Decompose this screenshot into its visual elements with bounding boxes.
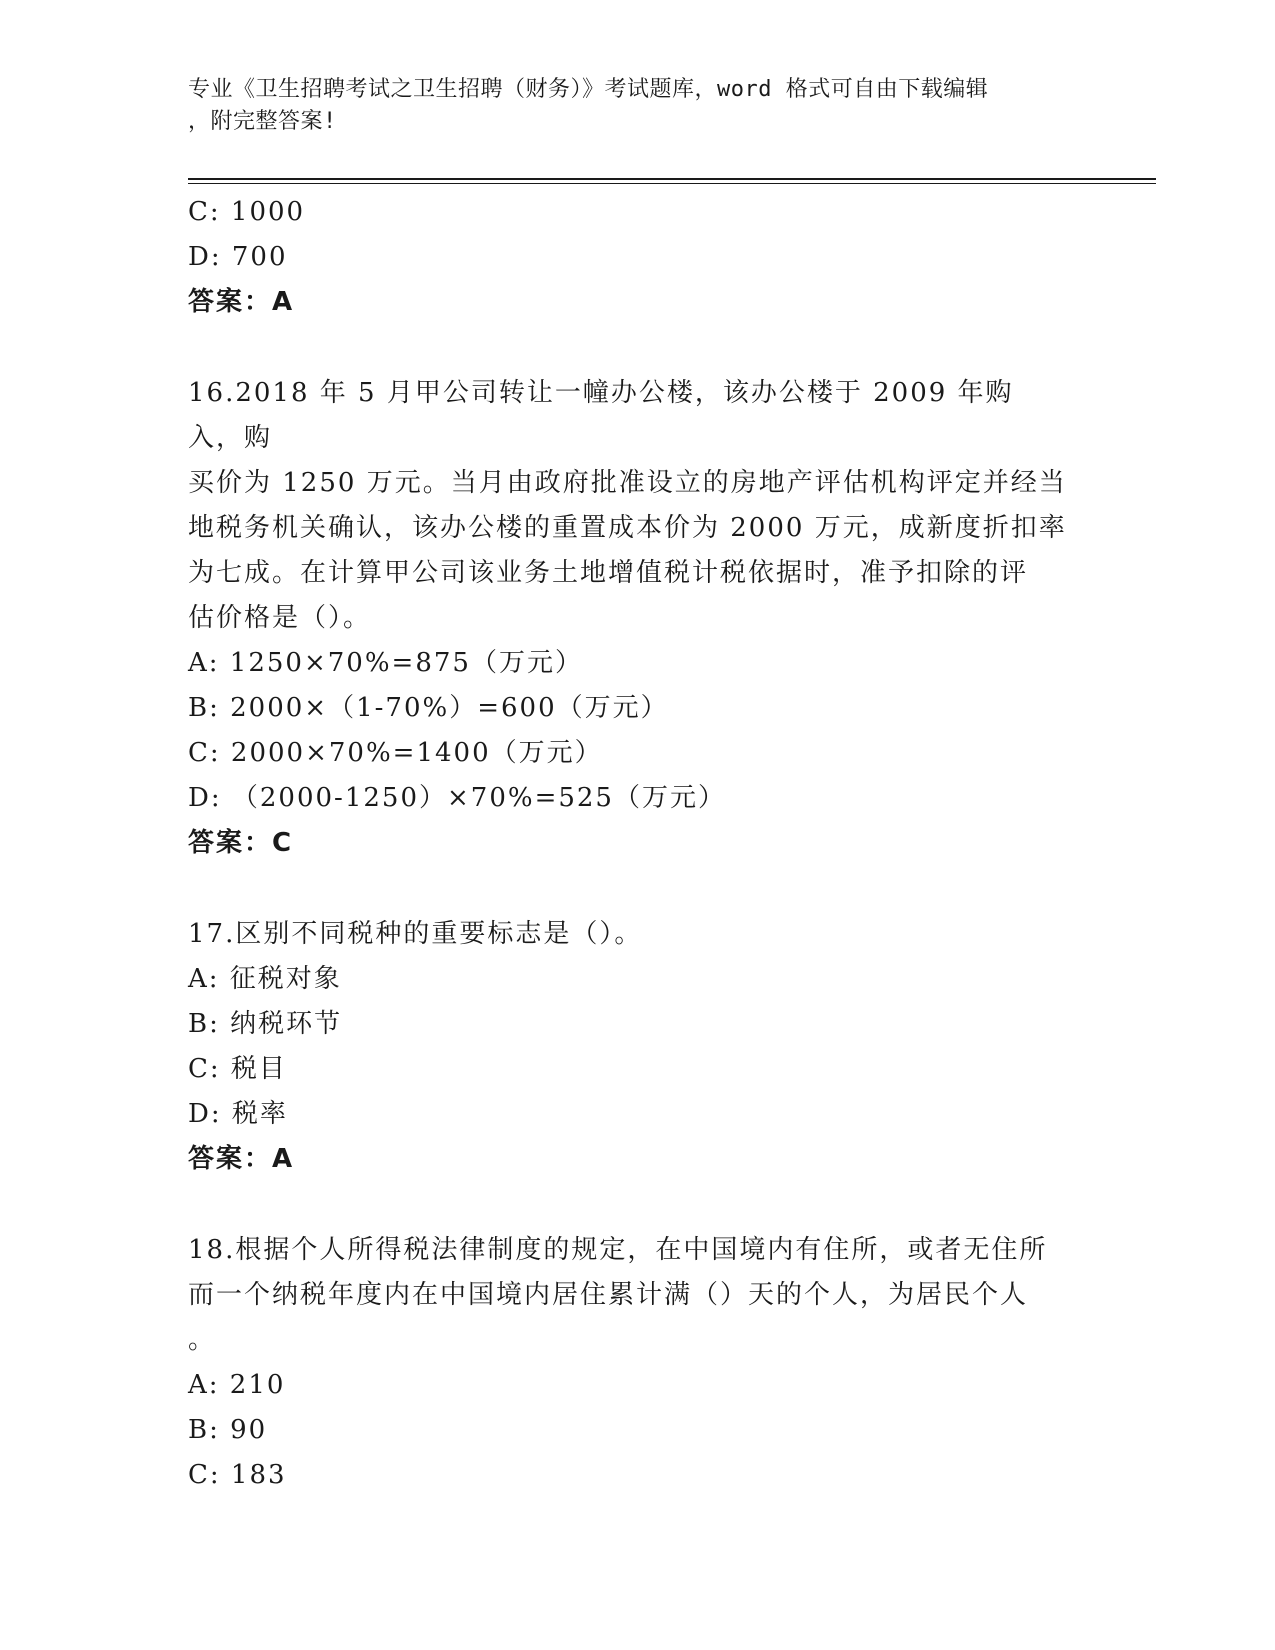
question-stem [188,912,1068,957]
question-block-16 [188,371,1088,866]
question-block-previous [188,190,1088,325]
option-a: A: 210 [188,1370,286,1400]
option-d: D: （2000-1250）×70%=525（万元） [188,783,726,813]
option-b: B: 纳税环节 [188,1009,343,1039]
option-a: A: 征税对象 [188,964,342,994]
stem-line: 17.区别不同税种的重要标志是（）。 [188,919,643,949]
option-b: B: 90 [188,1415,268,1445]
stem-line: 18.根据个人所得税法律制度的规定，在中国境内有住所，或者无住所 [188,1235,1048,1265]
stem-line: 为七成。在计算甲公司该业务土地增值税计税依据时，准予扣除的评 [188,558,1029,588]
option-a: A: 1250×70%=875（万元） [188,648,583,678]
option-b: B: 2000×（1-70%）=600（万元） [188,693,669,723]
answer-line: 答案：A [188,287,295,317]
header-line-2: ，附完整答案! [188,109,337,134]
stem-line: 地税务机关确认，该办公楼的重置成本价为 2000 万元，成新度折扣率 [188,513,1067,543]
option-c: C: 1000 [188,197,306,227]
question-stem [188,1228,1068,1363]
answer-line: 答案：C [188,828,294,858]
question-stem [188,371,1068,641]
question-block-18 [188,1228,1088,1498]
option-c: C: 183 [188,1460,287,1490]
document-body [188,190,1088,1498]
answer-line: 答案：A [188,1144,295,1174]
stem-line: 。 [188,1325,217,1355]
header-line-1: 专业《卫生招聘考试之卫生招聘（财务）》考试题库，word 格式可自由下载编辑 [188,77,989,102]
stem-line: 而一个纳税年度内在中国境内居住累计满（）天的个人，为居民个人 [188,1280,1029,1310]
stem-line: 16.2018 年 5 月甲公司转让一幢办公楼，该办公楼于 2009 年购入，购 [188,378,1014,453]
document-header [188,74,1068,138]
stem-line: 估价格是（）。 [188,603,372,633]
option-c: C: 2000×70%=1400（万元） [188,738,603,768]
header-divider-thin [188,183,1156,184]
option-d: D: 700 [188,242,288,272]
option-d: D: 税率 [188,1099,288,1129]
question-block-17 [188,912,1088,1182]
option-c: C: 税目 [188,1054,287,1084]
header-divider-thick [188,178,1156,180]
stem-line: 买价为 1250 万元。当月由政府批准设立的房地产评估机构评定并经当 [188,468,1067,498]
